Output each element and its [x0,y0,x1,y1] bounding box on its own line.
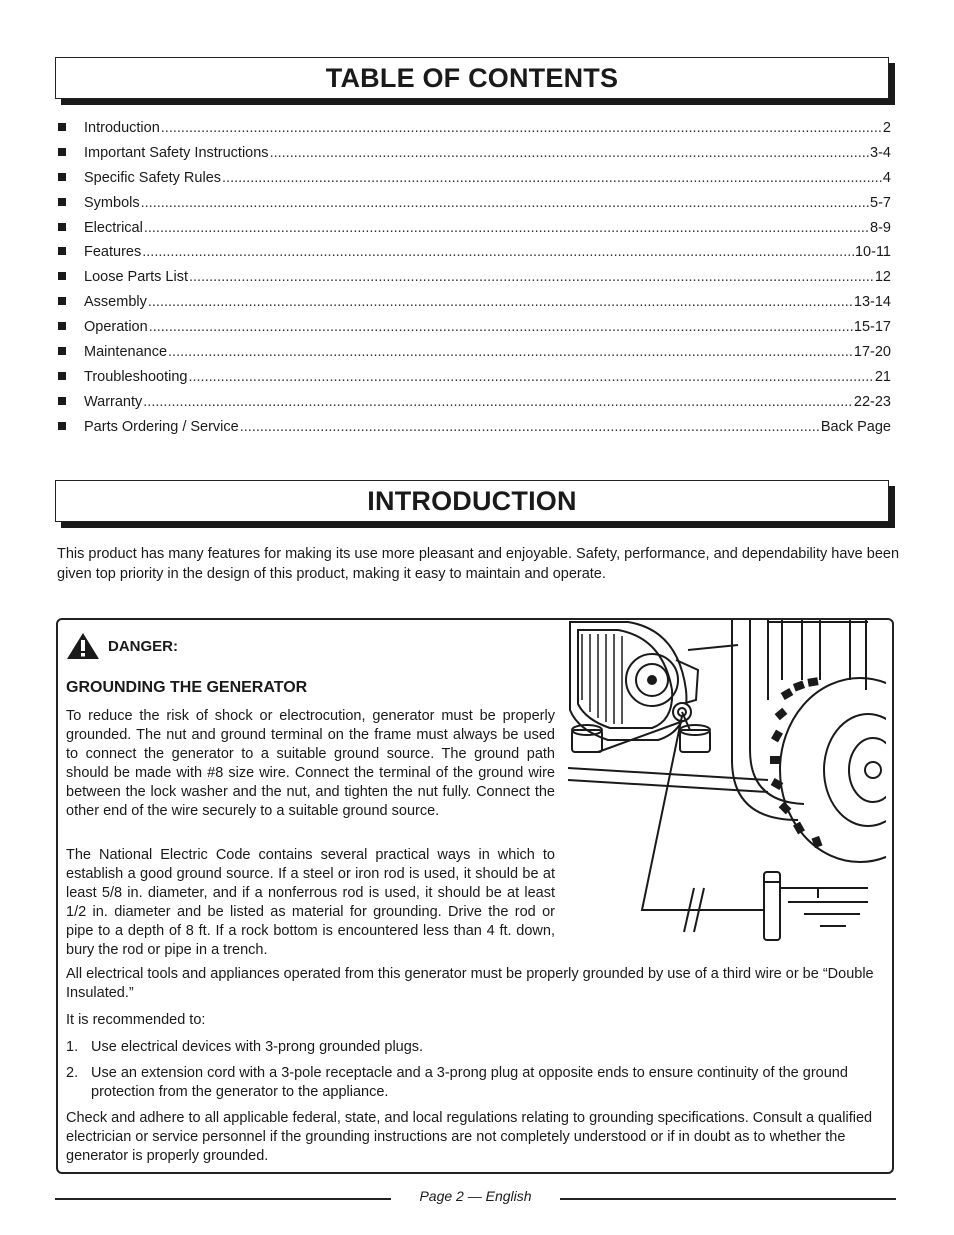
list-item-text: Use electrical devices with 3-prong grounded plugs. [91,1039,424,1055]
toc-item-label: Assembly [84,294,147,311]
toc-item-label: Features [84,244,142,261]
toc-item-page: 22-23 [853,393,891,410]
toc-item-label: Warranty [84,393,143,410]
toc-item-page: 3-4 [870,144,891,161]
toc-item[interactable] [58,195,891,220]
toc-item[interactable] [58,319,891,344]
toc-item-page: 15-17 [853,319,891,336]
square-bullet-icon [58,322,66,330]
toc-item[interactable] [58,269,891,294]
toc-leader-dots [142,244,854,260]
toc-item[interactable] [58,120,891,145]
square-bullet-icon [58,422,66,430]
square-bullet-icon [58,272,66,280]
toc-item-page: Back Page [820,418,891,435]
toc-leader-dots [188,369,873,385]
introduction-title: INTRODUCTION [55,480,889,522]
toc-title: TABLE OF CONTENTS [55,57,889,99]
toc-leader-dots [144,220,869,236]
toc-item[interactable] [58,369,891,394]
toc-item-page: 21 [874,368,891,385]
toc-item-label: Specific Safety Rules [84,169,222,186]
toc-item[interactable] [58,145,891,170]
list-item-number: 2. [66,1065,79,1081]
toc-leader-dots [148,294,853,310]
toc-item-label: Loose Parts List [84,269,188,286]
grounding-paragraph-3: All electrical tools and appliances operated from this generator must be properly grounded by use of a third wire or be “Double Insulated.” [66,966,874,1001]
toc-leader-dots [141,195,869,211]
toc-item-page: 10-11 [854,244,891,261]
toc-item-label: Symbols [84,194,140,211]
toc-item-page: 4 [882,169,891,186]
grounding-paragraph-5: Check and adhere to all applicable federal, state, and local regulations relating to grounding specifications. Consult a qualified electrician or service personnel if the grounding instructions are not completely understood or if in doubt as to whether the generator is properly grounded. [66,1110,873,1164]
square-bullet-icon [58,198,66,206]
toc-item-label: Introduction [84,120,160,136]
toc-leader-dots [222,170,882,186]
toc-item[interactable] [58,394,891,419]
square-bullet-icon [58,247,66,255]
grounding-paragraph-1: To reduce the risk of shock or electrocution, generator must be properly grounded. The nut and ground terminal on the frame must always be used to connect the generator to a suitable ground source. The ground path should be made with #8 size wire. Connect the terminal of the ground wire between the lock washer and the nut, and tighten the nut fully. Connect the other end of the wire securely to a suitable ground source. [66,708,555,819]
square-bullet-icon [58,372,66,380]
list-item [66,1038,884,1057]
grounding-heading: GROUNDING THE GENERATOR [66,679,308,696]
square-bullet-icon [58,123,66,131]
toc-item-page: 8-9 [870,219,891,236]
toc-item-page: 17-20 [853,344,891,361]
grounding-paragraph-2: The National Electric Code contains several practical ways in which to establish a good ground source. If a steel or iron rod is used, it should be at least 5/8 in. diameter, and if a nonferrous rod is used, it should be at least 1/2 in. diameter and be listed as material for grounding. Drive the rod or pipe to a depth of 8 ft. If a rock bottom is encountered less than 4 ft. down, bury the rod or pipe in a trench. [66,847,555,958]
toc-leader-dots [168,344,853,360]
toc-item-label: Operation [84,319,148,336]
toc-item[interactable] [58,419,891,444]
toc-leader-dots [189,269,874,285]
square-bullet-icon [58,347,66,355]
toc-leader-dots [270,145,869,161]
toc-leader-dots [149,319,853,335]
square-bullet-icon [58,297,66,305]
toc-item[interactable] [58,344,891,369]
grounding-paragraph-4: It is recommended to: [66,1012,206,1028]
toc-item-page: 5-7 [870,194,891,211]
square-bullet-icon [58,223,66,231]
danger-label: DANGER: [108,637,178,655]
page-footer [55,1187,896,1207]
toc-item[interactable] [58,244,891,269]
toc-item[interactable] [58,170,891,195]
toc-leader-dots [143,394,853,410]
grounding-illustration [568,620,886,942]
recommendation-list [66,1038,884,1109]
toc-item-label: Maintenance [84,344,168,361]
toc-item[interactable] [58,220,891,245]
square-bullet-icon [58,148,66,156]
toc-item-page: 13-14 [853,294,891,311]
square-bullet-icon [58,173,66,181]
toc-item-label: Important Safety Instructions [84,144,269,161]
toc-item[interactable] [58,294,891,319]
danger-header [66,632,178,660]
toc-leader-dots [240,419,820,435]
square-bullet-icon [58,397,66,405]
introduction-paragraph: This product has many features for making its use more pleasant and enjoyable. Safety, performance, and dependability have been given top priority in the design of this product, making it easy to maintain and operate. [57,546,900,582]
warning-triangle-icon [66,632,100,660]
toc-item-label: Electrical [84,219,143,236]
list-item-text: Use an extension cord with a 3-pole receptacle and a 3-prong plug at opposite ends to ensure continuity of the ground protection from the generator to the appliance. [91,1065,848,1100]
toc-item-page: 12 [874,269,891,286]
toc-list [58,120,891,444]
toc-item-label: Troubleshooting [84,368,188,385]
toc-leader-dots [161,120,882,136]
list-item-number: 1. [66,1039,79,1055]
toc-item-label: Parts Ordering / Service [84,418,239,435]
toc-item-page: 2 [882,120,891,136]
footer-page-label: Page 2 — English [419,1188,532,1204]
list-item [66,1064,884,1102]
